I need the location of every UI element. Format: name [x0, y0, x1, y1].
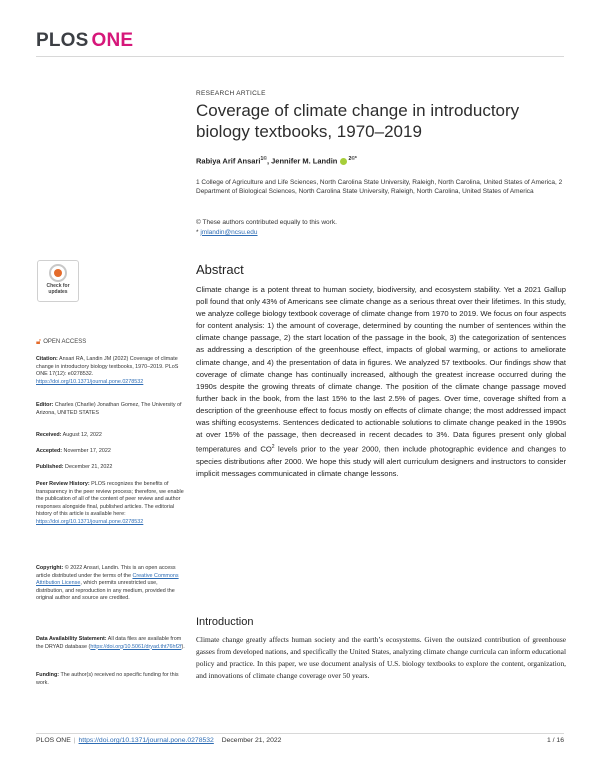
peer-review-link[interactable]: https://doi.org/10.1371/journal.pone.0278532 [36, 518, 144, 525]
footer-date: December 21, 2022 [221, 737, 282, 744]
footer-divider [36, 733, 564, 734]
header-divider [36, 56, 564, 57]
affiliation-2: 2 Department of Biological Sciences, North Carolina State University, Raleigh, North Carolina, United States of America [196, 179, 563, 195]
footer-doi-link[interactable]: https://doi.org/10.1371/journal.pone.0278532 [78, 737, 214, 744]
article-title: Coverage of climate change in introductory biology textbooks, 1970–2019 [196, 101, 520, 141]
email-link[interactable]: jmlandin@ncsu.edu [200, 228, 258, 236]
peer-review-text: PLOS recognizes the benefits of transparency in the peer review process; therefore, we enable the publication of all of the content of peer review and author responses alongside final, published articles. The editorial history of this article is available here: [36, 481, 184, 518]
abstract-heading: Abstract [196, 262, 244, 277]
citation-text: Ansari RA, Landin JM (2022) Coverage of climate change in introductory biology textbooks, 1970–2019. PLoS ONE 17(12): e0278532. [36, 356, 179, 378]
plos-one-logo[interactable] [36, 30, 133, 52]
abstract-text [196, 284, 566, 480]
received-label: Received: [36, 432, 62, 438]
page-number: 1 / 16 [546, 737, 564, 744]
orcid-icon[interactable] [340, 158, 347, 165]
copyright-label: Copyright: [36, 565, 64, 571]
data-availability-block [36, 636, 186, 651]
email-prefix: * [196, 228, 201, 236]
equal-contribution-note: © These authors contributed equally to this work. [196, 219, 337, 226]
author-name: Rabiya Arif Ansari [196, 156, 261, 166]
footer-separator: | [73, 737, 76, 744]
author-notes [196, 218, 566, 237]
published-date: December 21, 2022 [63, 464, 113, 470]
footer-journal: PLOS ONE [36, 737, 71, 744]
data-availability-label: Data Availability Statement: [36, 636, 107, 642]
received-date: August 12, 2022 [61, 432, 102, 438]
citation-label: Citation: [36, 356, 58, 362]
copyright-block [36, 565, 186, 603]
author-affiliation-sup: 2©* [348, 156, 357, 162]
author-list: Rabiya Arif Ansari$^{1©}$, Jennifer M. Landin $^{2©*}$ [196, 156, 357, 166]
dryad-link[interactable]: https://doi.org/10.5061/dryad.tht76hf2f [90, 643, 182, 650]
citation-block [36, 356, 186, 386]
co2-subscript: 2 [271, 444, 275, 451]
editor-label: Editor: [36, 402, 54, 408]
open-access-lock-icon: 🔓︎ [36, 337, 42, 346]
data-availability-text-end: ). [181, 643, 185, 650]
author-affiliation-sup: 1© [260, 156, 267, 162]
accepted-date: November 17, 2022 [62, 448, 111, 454]
funding-text: The author(s) received no specific funding for this work. [36, 672, 179, 686]
open-access-text: OPEN ACCESS [43, 339, 87, 345]
copyright-text: © 2022 Ansari, Landin. This is an open access article distributed under the terms of the [36, 565, 176, 579]
corresponding-email-note [196, 228, 566, 238]
peer-review-block [36, 481, 186, 527]
peer-review-label: Peer Review History: [36, 481, 90, 487]
copyright-text-end: , which permits unrestricted use, distribution, and reproduction in any medium, provided the original author and source are credited. [36, 580, 175, 602]
accepted-block [36, 448, 186, 456]
badge-text-line1: Check for [46, 283, 70, 289]
received-block [36, 432, 186, 440]
abstract-text-part: levels prior to the year 2000, then include photographic evidence and changes to species distributions after 2000. We hope this study will alert curriculum designers and instructors to consider implicit messages communicated in climate change lessons. [196, 444, 566, 478]
license-link[interactable]: Creative Commons Attribution License [36, 572, 179, 587]
page-footer [36, 737, 281, 744]
accepted-label: Accepted: [36, 448, 63, 454]
author-name: Jennifer M. Landin [271, 156, 338, 166]
check-updates-icon [49, 264, 67, 282]
published-block [36, 464, 186, 472]
abstract-text-part: Climate change is a potent threat to human society, biodiversity, and ecosystem stability. Yet a 2021 Gallup poll found that only 43% of Americans see climate change as a serious threat over their lifetimes. In this study, we analyze college biology textbook coverage of climate change from 1970 to 2019. We focus on four aspects for content analysis: 1) the amount of coverage, determined by counting the number of sentences within the climate change passage, 2) the start location of the passage in the book, 3) the categorization of sentences as addressing a description of the greenhouse effect, impacts of global warming, or actions to ameliorate climate change, and 4) the presentation of data in figures. We analyzed 57 textbooks. Our findings show that coverage of climate change has continually increased, although the greatest increase occurred during the 1990s despite the growing threats of climate change. The position of the climate change passage moved further back in the book, from the last 15% to the last 2.5% of pages. Over time, coverage shifted from a description of the greenhouse effect to focus mostly on effects of climate change; the most addressed impact was shifting ecosystems. Sentences dedicated to actionable solutions to climate change peaked in the 1990s at over 15% of the passage, then decreased in recent decades to 3%. Data figures present only global temperatures and CO [196, 285, 566, 454]
badge-text-line2: updates [48, 289, 68, 295]
funding-block [36, 672, 186, 687]
article-type: RESEARCH ARTICLE [196, 90, 266, 97]
affiliation-1: 1 College of Agriculture and Life Sciences, North Carolina State University, Raleigh, North Carolina, United States of America, [196, 179, 557, 186]
introduction-heading: Introduction [196, 616, 254, 628]
data-availability-text: All data files are available from the DRYAD database ( [36, 636, 182, 650]
published-label: Published: [36, 464, 64, 470]
open-access-label [36, 338, 186, 347]
editor-block [36, 402, 186, 417]
affiliations [196, 178, 566, 196]
logo-plos: PLOS [36, 30, 89, 51]
introduction-text: Climate change greatly affects human society and the earth’s ecosystems. Given the outsized contribution of greenhouse gasses from developed nations, and specifically the United States, analyzing climate change curricula can inform educational policy and practice. In this paper, we use document analysis of U.S. biology textbooks to explore the content, organization, and innovations of climate change coverage over 50 years. [196, 635, 567, 680]
logo-one: ONE [91, 30, 134, 51]
check-for-updates-badge[interactable] [37, 260, 79, 302]
citation-doi-link[interactable]: https://doi.org/10.1371/journal.pone.0278532 [36, 378, 144, 385]
editor-text: Charles (Charlie) Jonathan Gomez, The University of Arizona, UNITED STATES [36, 402, 182, 416]
funding-label: Funding: [36, 672, 60, 678]
